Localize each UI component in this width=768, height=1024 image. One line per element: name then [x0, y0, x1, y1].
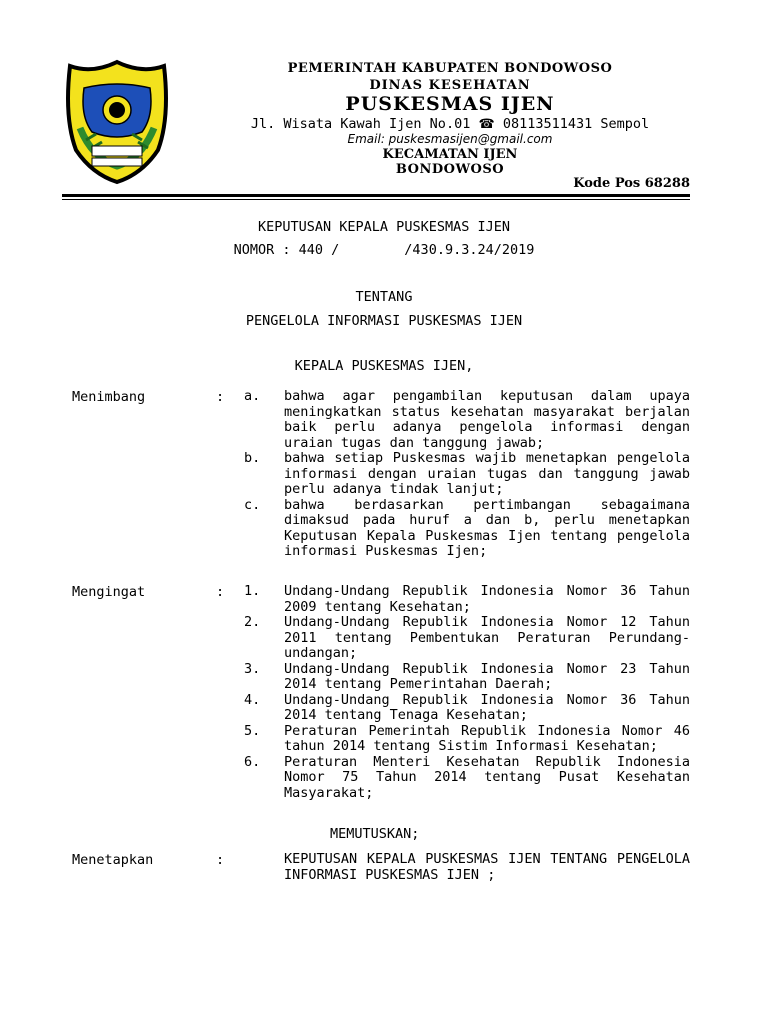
issuer-line: KEPALA PUSKESMAS IJEN,	[294, 358, 474, 374]
letterhead-rule-thick	[62, 194, 690, 197]
list-item	[244, 724, 690, 755]
item-text: Peraturan Menteri Kesehatan Republik Indonesia Nomor 75 Tahun 2014 tentang Pusat Kesehatan Masyarakat;	[284, 753, 690, 801]
item-marker: b.	[244, 450, 261, 466]
list-item	[244, 584, 690, 615]
list-item	[244, 852, 690, 883]
decree-title: KEPUTUSAN KEPALA PUSKESMAS IJEN	[258, 219, 510, 235]
establishing-content	[244, 852, 690, 883]
list-item	[244, 615, 690, 662]
list-item	[244, 498, 690, 560]
city-name: BONDOWOSO	[395, 162, 505, 177]
district-name: KECAMATAN IJEN	[382, 147, 518, 162]
item-text: Undang-Undang Republik Indonesia Nomor 36 Tahun 2014 tentang Tenaga Kesehatan;	[284, 691, 690, 723]
item-marker: 1.	[244, 583, 261, 599]
item-text: bahwa berdasarkan pertimbangan sebagaimana dimaksud pada huruf a dan b, perlu menetapkan Keputusan Kepala Puskesmas Ijen tentang pengelola informasi Puskesmas Ijen;	[284, 496, 690, 559]
department-name: DINAS KESEHATAN	[369, 78, 531, 93]
phone-icon: ☎	[478, 117, 495, 132]
letterhead-rule-thin	[62, 199, 690, 200]
phone-number: 08113511431 Sempol	[502, 116, 650, 132]
remembering-list	[244, 584, 690, 801]
item-marker: 2.	[244, 614, 261, 630]
address-line	[180, 118, 720, 132]
item-text: KEPUTUSAN KEPALA PUSKESMAS IJEN TENTANG PENGELOLA INFORMASI PUSKESMAS IJEN ;	[284, 851, 690, 883]
item-text: bahwa agar pengambilan keputusan dalam upaya meningkatkan status kesehatan masyarakat berjalan baik perlu adanya pengelola informasi dengan uraian tugas dan tanggung jawab;	[284, 388, 690, 451]
address-text: Jl. Wisata Kawah Ijen No.01	[250, 116, 471, 132]
item-text: Peraturan Pemerintah Republik Indonesia Nomor 46 tahun 2014 tentang Sistim Informasi Kesehatan;	[284, 722, 690, 754]
list-item	[244, 662, 690, 693]
list-item	[244, 389, 690, 451]
item-text: Undang-Undang Republik Indonesia Nomor 23 Tahun 2014 tentang Pemerintahan Daerah;	[284, 660, 690, 692]
remembering-colon: :	[216, 584, 225, 600]
establishing-colon: :	[216, 852, 225, 868]
considering-colon: :	[216, 389, 225, 405]
item-marker: 3.	[244, 660, 261, 677]
item-marker: 5.	[244, 722, 261, 739]
item-marker: 6.	[244, 753, 261, 770]
item-marker: 4.	[244, 691, 261, 708]
institution-name: PUSKESMAS IJEN	[345, 93, 555, 115]
list-item	[244, 451, 690, 498]
postal-code: Kode Pos 68288	[573, 176, 690, 191]
item-text: bahwa setiap Puskesmas wajib menetapkan pengelola informasi dengan uraian tugas dan tanggung jawab perlu adanya tindak lanjut;	[284, 450, 690, 497]
item-text: Undang-Undang Republik Indonesia Nomor 36 Tahun 2009 tentang Kesehatan;	[284, 583, 690, 615]
list-item	[244, 755, 690, 802]
considering-list	[244, 389, 690, 560]
email-line: Email: puskesmasijen@gmail.com	[347, 132, 553, 146]
item-marker: a.	[244, 388, 261, 404]
list-item	[244, 693, 690, 724]
item-marker: c.	[244, 496, 261, 513]
regency-logo	[62, 58, 172, 186]
establishing-label: Menetapkan	[72, 852, 154, 868]
remembering-label: Mengingat	[72, 584, 146, 600]
decree-number: NOMOR : 440 / /430.9.3.24/2019	[233, 242, 535, 258]
decision-heading: MEMUTUSKAN;	[330, 826, 420, 842]
considering-label: Menimbang	[72, 389, 146, 405]
government-name: PEMERINTAH KABUPATEN BONDOWOSO	[287, 61, 613, 76]
item-text: Undang-Undang Republik Indonesia Nomor 12 Tahun 2011 tentang Pembentukan Peraturan Perundang-undangan;	[284, 614, 690, 661]
decree-subject: PENGELOLA INFORMASI PUSKESMAS IJEN	[245, 313, 523, 329]
about-label: TENTANG	[355, 289, 413, 305]
